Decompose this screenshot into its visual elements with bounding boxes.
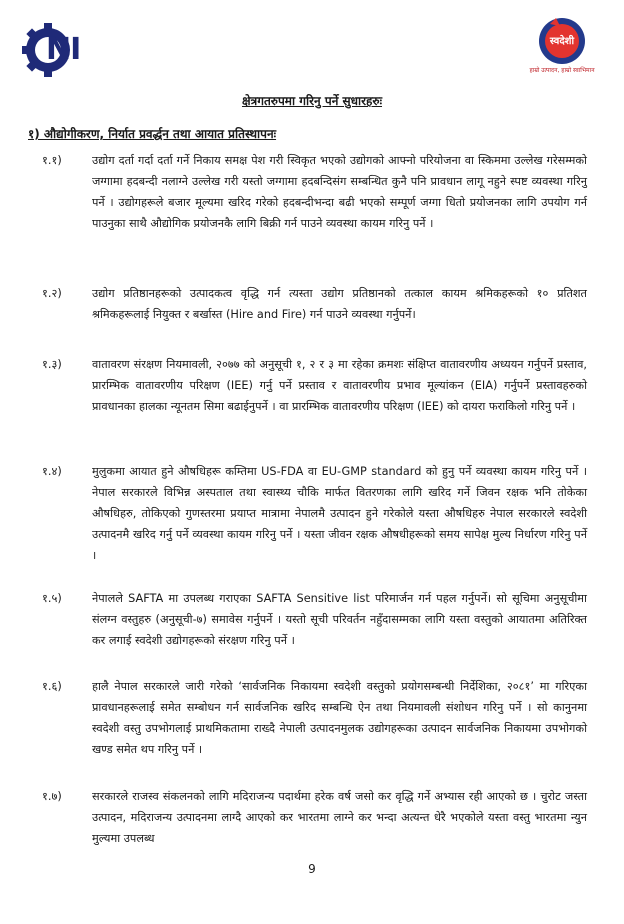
swadeshi-logo-text: स्वदेशी [549, 36, 575, 47]
swadeshi-logo [524, 16, 600, 82]
page-number: 9 [308, 862, 316, 876]
swadeshi-tagline: हाम्रो उत्पादन, हाम्रो स्वाभिमान [529, 67, 595, 74]
item-number: १.१) [42, 154, 62, 167]
item-number: १.५) [42, 592, 62, 605]
item-number: १.७) [42, 790, 62, 803]
item-text: हालै नेपाल सरकारले जारी गरेको ‘सार्वजनिक निकायमा स्वदेशी वस्तुको प्रयोगसम्बन्धी निर्देशिका, २०८१’ मा गरिएका प्रावधानहरूलाई समेत सम्बोधन गर्न सार्वजनिक खरिद सम्बन्धि ऐन तथा नियमावली संशोधन गरिनु पर्ने । सो कानुनमा स्वदेशी वस्तु उपभोगलाई प्राथमिकतामा राख्दै नेपाली उत्पादनमुलक उद्योगहरूका उत्पादन सार्वजनिक निकायमा उपभोगको खण्ड समेत थप गरिनु पर्ने । [92, 680, 587, 756]
ni-logo [22, 22, 96, 78]
item-text: उद्योग दर्ता गर्दा दर्ता गर्ने निकाय समक्ष पेश गरी स्विकृत भएको उद्योगको आफ्नो परियोजना वा स्किममा उल्लेख गरेसम्मको जग्गामा हदबन्दी नलाग्ने उल्लेख गरी यस्तो जग्गामा हदबन्दिसंग सम्बन्धित कुनै पनि प्रावधान लागू नहुने स्पष्ट व्यवस्था गरिनु पर्ने । उद्योगहरूले बजार मूल्यमा खरिद गरेको हदबन्दीभन्दा बढी भएको सम्पूर्ण जग्गा धितो प्रयोजनका लागि उपयोग गर्न पाउनुका साथै औद्योगिक प्रयोजनकै लागि बिक्री गर्न पाउने व्यवस्था कायम गरिनु पर्ने । [92, 154, 587, 230]
item-number: १.२) [42, 287, 62, 300]
item-text: नेपालले SAFTA मा उपलब्ध गराएका SAFTA Sensitive list परिमार्जन गर्न पहल गर्नुपर्ने। सो सूचिमा अनुसूचीमा संलग्न वस्तुहरु (अनुसूची-७) समावेस गर्नुपर्ने । यस्तो सूची परिवर्तन नहुँदासम्मका लागि यस्ता वस्तुको आयातमा अतिरिक्त कर लगाई स्वदेशी उद्योगहरूको संरक्षण गरिनु पर्ने । [92, 592, 587, 647]
item-text: सरकारले राजस्व संकलनको लागि मदिराजन्य पदार्थमा हरेक वर्ष जसो कर वृद्धि गर्ने अभ्यास रही आएको छ । चुरोट जस्ता उत्पादन, मदिराजन्य उत्पादनमा लाग्दै आएको कर भारतमा लाग्ने कर भन्दा अत्यन्त धेरै भएकोले यस्ता वस्तु भारतमा न्युन मुल्यमा उपलब्ध [92, 790, 587, 845]
page-title: क्षेत्रगतरुपमा गरिनु पर्ने सुधारहरुः [241, 94, 383, 108]
item-number: १.६) [42, 680, 62, 693]
logo-text: NI [46, 32, 81, 67]
item-number: १.३) [42, 358, 62, 371]
item-text: उद्योग प्रतिष्ठानहरूको उत्पादकत्व वृद्धि गर्न त्यस्ता उद्योग प्रतिष्ठानको तत्काल कायम श्रमिकहरूको १० प्रतिशत श्रमिकहरूलाई नियुक्त र बर्खास्त (Hire and Fire) गर्न पाउने व्यवस्था गर्नुपर्ने। [92, 287, 587, 321]
item-number: १.४) [42, 465, 62, 478]
section-title: १) औद्योगीकरण, निर्यात प्रवर्द्धन तथा आयात प्रतिस्थापनः [28, 127, 277, 141]
item-text: वातावरण संरक्षण नियमावली, २०७७ को अनुसूची १, २ र ३ मा रहेका क्रमशः संक्षिप्त वातावरणीय अध्ययन गर्नुपर्ने प्रस्ताव, प्रारम्भिक वातावरणीय परिक्षण (IEE) गर्नु पर्ने प्रस्ताव र वातावरणीय प्रभाव मूल्यांकन (EIA) गर्नुपर्ने प्रस्तावहरुको प्रावधानका हालका न्यूनतम सिमा बढाईनुपर्ने । वा प्रारम्भिक वातावरणीय परिक्षण (IEE) को दायरा फराकिलो गरिनु पर्ने । [92, 358, 587, 413]
item-text: मुलुकमा आयात हुने औषधिहरू कम्तिमा US-FDA वा EU-GMP standard को हुनु पर्ने व्यवस्था कायम गरिनु पर्ने । नेपाल सरकारले विभिन्न अस्पताल तथा स्वास्थ्य चौकि मार्फत वितरणका लागि खरिद गर्ने जिवन रक्षक भनि तोकेका औषधिहरु, तोकिएको गुणस्तरमा प्रयाप्त मात्रामा नेपालमै उत्पादन हुने गरेकोले यस्ता औषधिहरु नेपाल सरकारले स्वदेशी उत्पादनमै खरिद गर्नु पर्ने व्यवस्था कायम गरिनु पर्ने । यस्ता जीवन रक्षक औषधीहरूको समय सापेक्ष मुल्य निर्धारण गरिनु पर्ने । [92, 465, 587, 562]
